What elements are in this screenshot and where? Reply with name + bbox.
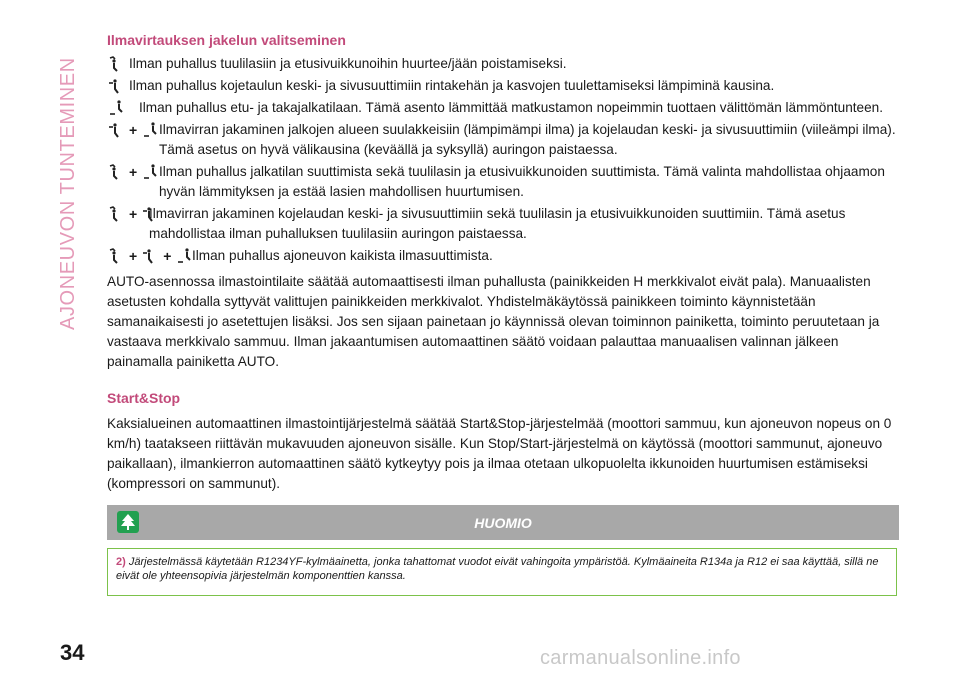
plus-sign: + — [129, 248, 138, 264]
feet-airflow-icon — [175, 247, 193, 265]
mode-icons — [107, 120, 159, 139]
mode-icons — [107, 204, 149, 223]
face-airflow-icon — [107, 77, 125, 95]
mode-icons — [107, 246, 192, 265]
feet-airflow-icon — [141, 121, 159, 139]
mode-row — [107, 204, 902, 244]
plus-sign: + — [129, 122, 138, 138]
face-airflow-icon — [107, 121, 125, 139]
mode-row — [107, 54, 902, 74]
plus-sign: + — [129, 164, 138, 180]
mode-description: Ilman puhallus etu- ja takajalkatilaan. Tämä asento lämmittää matkustamon nopeimmin tuottaen välittömän lämmöntunteen. — [139, 100, 884, 115]
mode-row — [107, 98, 902, 118]
mode-row — [107, 76, 902, 96]
tree-icon — [117, 511, 139, 533]
mode-icons — [107, 54, 129, 73]
plus-sign: + — [129, 206, 138, 222]
face-airflow-icon — [141, 247, 159, 265]
page-number: 34 — [60, 640, 85, 665]
mode-icons — [107, 76, 129, 95]
mode-icons — [107, 162, 159, 181]
paragraph-auto: AUTO-asennossa ilmastointilaite säätää automaattisesti ilman puhallusta (painikkeiden H merkkivalot eivät pala). Manuaalisten asetusten kohdalla syttyvät valittujen painikkeiden merkkivalot. Yhdistelmäkäytössä painikkeen toiminto käynnistetään samanaikaisesti jo asetettujen lisäksi. Jos sen sijaan painetaan jo käynnissä olevan toiminnon painiketta, toiminto peruutetaan ja vastaava merkkivalo sammuu. Ilman jakaantumisen automaattinen säätö voidaan palauttaa manuaalisen valinnan jälkeen painamalla painiketta AUTO. — [107, 274, 880, 369]
mode-list — [107, 54, 902, 266]
heading-air-distribution: Ilmavirtauksen jakelun valitseminen — [107, 32, 346, 48]
mode-description: Ilman puhallus tuulilasiin ja etusivuikkunoihin huurtee/jään poistamiseksi. — [129, 56, 567, 71]
plus-sign: + — [163, 248, 172, 264]
feet-airflow-icon — [141, 163, 159, 181]
notice-header — [107, 505, 899, 540]
mode-description: Ilman puhallus jalkatilan suuttimista sekä tuulilasin ja etusivuikkunoiden suuttimista. Tämä valinta mahdollistaa ohjaamon hyvän lämmityksen ja estää lasien mahdollisen huurtumisen. — [159, 164, 885, 199]
mode-description: Ilman puhallus kojetaulun keski- ja sivusuuttimiin rintakehän ja kasvojen tuulettamiseksi lämpiminä kausina. — [129, 78, 775, 93]
windshield-airflow-icon — [107, 55, 125, 73]
mode-icons — [107, 98, 139, 117]
main-content — [107, 30, 902, 494]
notice-box — [107, 548, 897, 596]
notice-text: Järjestelmässä käytetään R1234YF-kylmäainetta, jonka tahattomat vuodot eivät vahingoita ympäristöä. Kylmäaineita R134a ja R12 ei saa käyttää, sillä ne eivät ole yhteensopivia järjestelmän komponenttien kanssa. — [116, 556, 879, 582]
mode-row — [107, 246, 902, 266]
windshield-airflow-icon — [107, 163, 125, 181]
mode-description: Ilmavirran jakaminen jalkojen alueen suulakkeisiin (lämpimämpi ilma) ja kojelaudan keski- ja sivusuuttimiin (viileämpi ilma). Tämä asetus on hyvä välikausina (keväällä ja syksyllä) auringon paistaessa. — [159, 122, 896, 157]
watermark: carmanualsonline.info — [540, 647, 741, 669]
mode-row — [107, 162, 902, 202]
notice-title: HUOMIO — [474, 514, 532, 531]
feet-airflow-icon — [107, 99, 125, 117]
mode-description: Ilmavirran jakaminen kojelaudan keski- ja sivusuuttimiin sekä tuulilasin ja etusivuikkunoiden suuttimiin. Tämä asetus mahdollistaa ilman puhalluksen tuulilasiin auringon paistaessa. — [149, 206, 846, 241]
paragraph-start-stop: Kaksialueinen automaattinen ilmastointijärjestelmä säätää Start&Stop-järjestelmää (moottori sammuu, kun ajoneuvon nopeus on 0 km/h) taatakseen riittävän mukavuuden ajoneuvon sisälle. Kun Stop/Start-järjestelmä on käytössä (moottori sammunut, ajoneuvo paikallaan), ilmankierron automaattinen säätö kytkeytyy pois ja ilmaa otetaan ulkopuolelta ikkunoiden huurtumisen estämiseksi (kompressori on sammunut). — [107, 416, 892, 491]
mode-description: Ilman puhallus ajoneuvon kaikista ilmasuuttimista. — [192, 248, 493, 263]
mode-row — [107, 120, 902, 160]
windshield-airflow-icon — [107, 205, 125, 223]
heading-start-stop: Start&Stop — [107, 390, 181, 406]
notice-number: 2) — [116, 556, 126, 568]
windshield-airflow-icon — [107, 247, 125, 265]
